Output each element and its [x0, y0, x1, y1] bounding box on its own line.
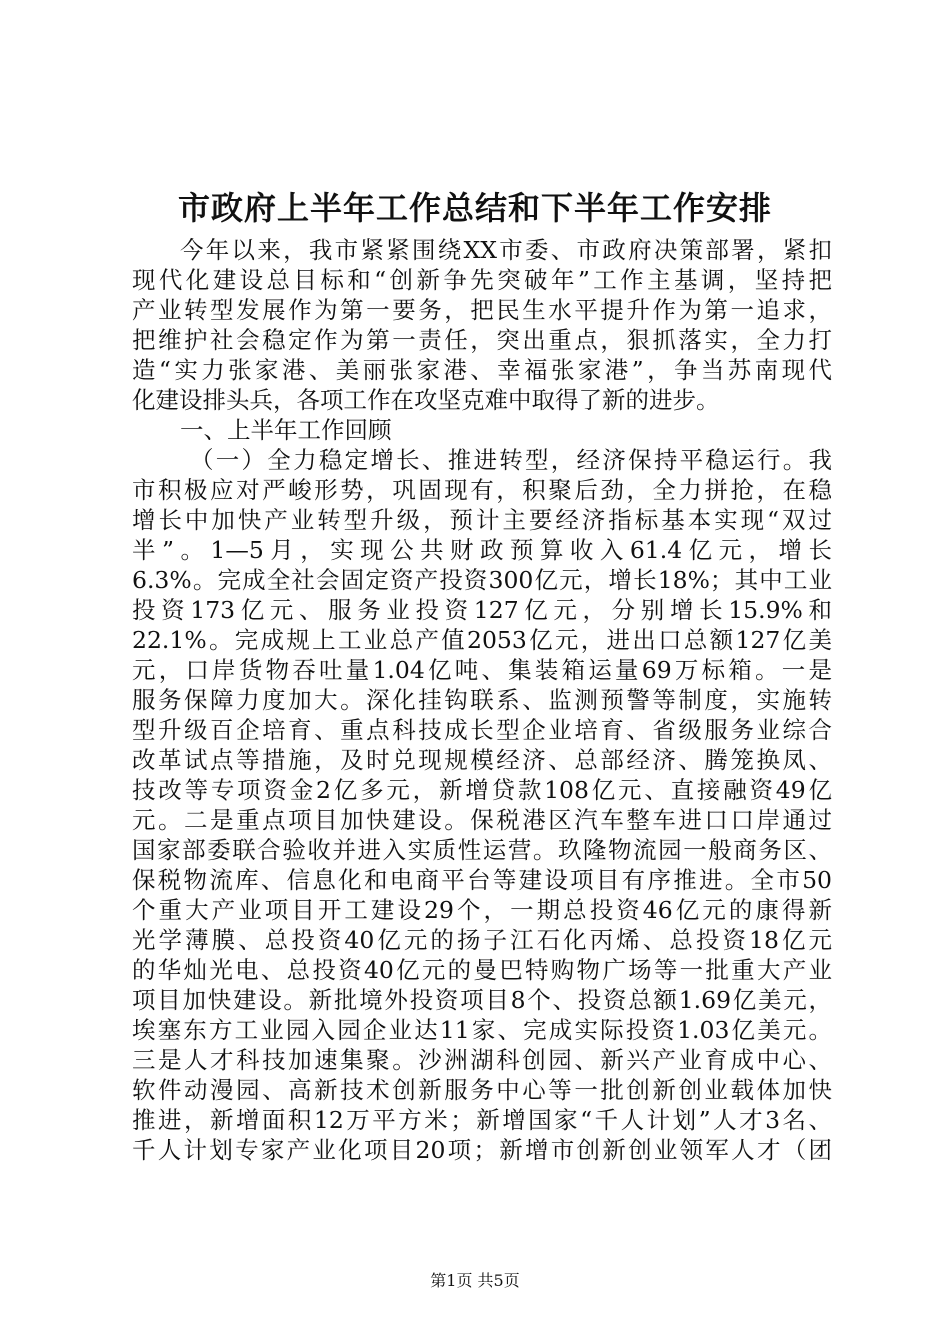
paragraph-line: 光学薄膜、总投资40亿元的扬子江石化丙烯、总投资18亿元 [132, 926, 832, 954]
paragraph-line: 的华灿光电、总投资40亿元的曼巴特购物广场等一批重大产业 [132, 956, 832, 984]
document-title: 市政府上半年工作总结和下半年工作安排 [177, 189, 772, 227]
paragraph-line: 投资173亿元、服务业投资127亿元，分别增长15.9%和 [132, 596, 832, 624]
paragraph-line: 6.3%。完成全社会固定资产投资300亿元，增长18%；其中工业 [132, 566, 832, 594]
paragraph-line: （一）全力稳定增长、推进转型，经济保持平稳运行。我 [190, 446, 832, 474]
paragraph-line: 型升级百企培育、重点科技成长型企业培育、省级服务业综合 [132, 716, 832, 744]
paragraph-line: 千人计划专家产业化项目20项；新增市创新创业领军人才（团 [132, 1136, 832, 1164]
paragraph-line: 项目加快建设。新批境外投资项目8个、投资总额1.69亿美元， [132, 986, 832, 1014]
paragraph-line: 技改等专项资金2亿多元，新增贷款108亿元、直接融资49亿 [132, 776, 832, 804]
paragraph-line: 元。二是重点项目加快建设。保税港区汽车整车进口口岸通过 [132, 806, 832, 834]
section-heading: 一、上半年工作回顾 [180, 416, 392, 444]
paragraph-line: 服务保障力度加大。深化挂钩联系、监测预警等制度，实施转 [132, 686, 832, 714]
paragraph-line: 保税物流库、信息化和电商平台等建设项目有序推进。全市50 [132, 866, 832, 894]
page-number-footer: 第1页 共5页 [430, 1271, 520, 1290]
paragraph-line: 个重大产业项目开工建设29个，一期总投资46亿元的康得新 [132, 896, 832, 924]
paragraph-line: 市积极应对严峻形势，巩固现有，积聚后劲，全力拼抢，在稳 [132, 476, 832, 504]
paragraph-line: 把维护社会稳定作为第一责任，突出重点，狠抓落实，全力打 [132, 326, 832, 354]
paragraph-line: 现代化建设总目标和“创新争先突破年”工作主基调，坚持把 [132, 266, 832, 294]
paragraph-line: 今年以来，我市紧紧围绕XX市委、市政府决策部署，紧扣 [180, 236, 832, 264]
paragraph-line: 造“实力张家港、美丽张家港、幸福张家港”，争当苏南现代 [132, 356, 832, 384]
paragraph-line: 22.1%。完成规上工业总产值2053亿元，进出口总额127亿美 [132, 626, 832, 654]
paragraph-line: 国家部委联合验收并进入实质性运营。玖隆物流园一般商务区、 [132, 836, 832, 864]
paragraph-line: 埃塞东方工业园入园企业达11家、完成实际投资1.03亿美元。 [132, 1016, 832, 1044]
paragraph-line: 化建设排头兵，各项工作在攻坚克难中取得了新的进步。 [132, 386, 720, 414]
paragraph-line: 推进，新增面积12万平方米；新增国家“千人计划”人才3名、 [132, 1106, 832, 1134]
paragraph-line: 半”。1—5月，实现公共财政预算收入61.4亿元，增长 [132, 536, 832, 564]
paragraph-line: 软件动漫园、高新技术创新服务中心等一批创新创业载体加快 [132, 1076, 832, 1104]
paragraph-line: 三是人才科技加速集聚。沙洲湖科创园、新兴产业育成中心、 [132, 1046, 832, 1074]
paragraph-line: 增长中加快产业转型升级，预计主要经济指标基本实现“双过 [132, 506, 832, 534]
paragraph-line: 元，口岸货物吞吐量1.04亿吨、集装箱运量69万标箱。一是 [132, 656, 832, 684]
paragraph-line: 改革试点等措施，及时兑现规模经济、总部经济、腾笼换凤、 [132, 746, 832, 774]
document-body [132, 235, 832, 1165]
paragraph-line: 产业转型发展作为第一要务，把民生水平提升作为第一追求， [132, 296, 832, 324]
